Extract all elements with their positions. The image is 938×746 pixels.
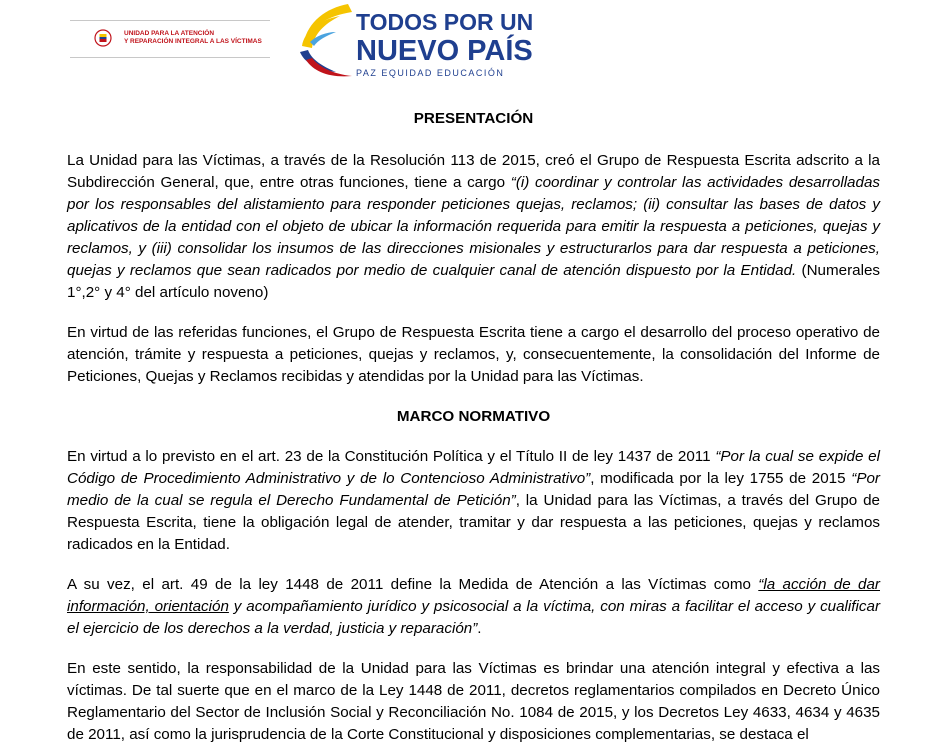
todos-por-un-nuevo-pais-logo bbox=[296, 2, 534, 78]
unidad-victimas-logo bbox=[70, 20, 270, 58]
p3-text-c: , la Unidad para las Víctimas, a través del Grupo de Respuesta Escrita, tiene la obligación legal de atender, tramitar y dar respuesta a las peticiones, quejas y reclamos radicados en la Entidad. bbox=[67, 492, 880, 553]
p1-quote: “(i) coordinar y controlar las actividades desarrolladas por los responsables del alistamiento para responder peticiones quejas, reclamos; (ii) consultar las bases de datos y aplicativos de la entidad con el objeto de ubicar la información requerida para emitir la respuesta a peticiones, quejas y reclamos, y (iii) consolidar los insumos de las direcciones misionales y estructurarlos para dar respuesta a peticiones, quejas y reclamos que sean radicados por medio de cualquier canal de atención dispuesto por la Entidad. bbox=[67, 174, 880, 279]
p1-text-a: La Unidad para las Víctimas, a través de la Resolución 113 de 2015, creó el Grupo de Respuesta Escrita adscrito a la Subdirección General, que, entre otras funciones, tiene a cargo bbox=[67, 152, 880, 191]
p4-text-b: . bbox=[477, 620, 482, 637]
p4-quote: y acompañamiento jurídico y psicosocial a la víctima, con miras a facilitar el acceso y cualificar el ejercicio de los derechos a la verdad, justicia y reparación” bbox=[67, 598, 880, 637]
paragraph-marco bbox=[67, 446, 880, 556]
paragraph-funciones: En virtud de las referidas funciones, el Grupo de Respuesta Escrita tiene a cargo el desarrollo del proceso operativo de atención, trámite y respuesta a peticiones, quejas y reclamos, y, consecuentemente, la consolidación del Informe de Peticiones, Quejas y Reclamos recibidas y atendidas por la Unidad para las Víctimas. bbox=[67, 324, 880, 385]
paragraph-responsabilidad: En este sentido, la responsabilidad de la Unidad para las Víctimas es brindar una atención integral y efectiva a las víctimas. De tal suerte que en el marco de la Ley 1448 de 2011, decretos reglamentarios compilados en Decreto Único Reglamentario del Sector de Inclusión Social y Reconciliación No. 1084 de 2015, y los Decretos Ley 4633, 4634 y 4635 de 2011, así como la jurisprudencia de la Corte Constitucional y disposiciones complementarias, se destaca el bbox=[67, 660, 880, 743]
unit-logo-text bbox=[124, 30, 274, 45]
unit-logo-line-1: UNIDAD PARA LA ATENCIÓN bbox=[124, 30, 215, 37]
paragraph-art49 bbox=[67, 574, 880, 640]
coat-of-arms-icon bbox=[94, 29, 112, 47]
p3-quote-1: “Por la cual se expide el Código de Procedimiento Administrativo y de lo Contencioso Administrativo” bbox=[67, 448, 881, 487]
unit-logo-line-2: Y REPARACIÓN INTEGRAL A LAS VÍCTIMAS bbox=[124, 37, 262, 45]
campaign-tagline: PAZ EQUIDAD EDUCACIÓN bbox=[356, 68, 505, 78]
p1-text-b: (Numerales 1°,2° y 4° del artículo noveno) bbox=[67, 262, 880, 301]
p4-text-a: A su vez, el art. 49 de la ley 1448 de 2011 define la Medida de Atención a las Víctimas como bbox=[67, 576, 759, 593]
heading-presentacion: PRESENTACIÓN bbox=[413, 110, 534, 127]
document-body bbox=[67, 108, 880, 746]
p4-quote-underlined: “la acción de dar información, orientación bbox=[67, 576, 880, 615]
p3-quote-2: “Por medio de la cual se regula el Derecho Fundamental de Petición” bbox=[67, 470, 880, 509]
heading-marco-normativo: MARCO NORMATIVO bbox=[396, 408, 551, 425]
p3-text-a: En virtud a lo previsto en el art. 23 de la Constitución Política y el Título II de ley 1437 de 2011 bbox=[67, 448, 716, 465]
p3-text-b: , modificada por la ley 1755 de 2015 bbox=[590, 470, 852, 487]
campaign-title-line-1: TODOS POR UN bbox=[356, 9, 534, 35]
campaign-title-line-2: NUEVO PAÍS bbox=[356, 35, 533, 67]
paragraph-presentacion bbox=[67, 150, 880, 304]
